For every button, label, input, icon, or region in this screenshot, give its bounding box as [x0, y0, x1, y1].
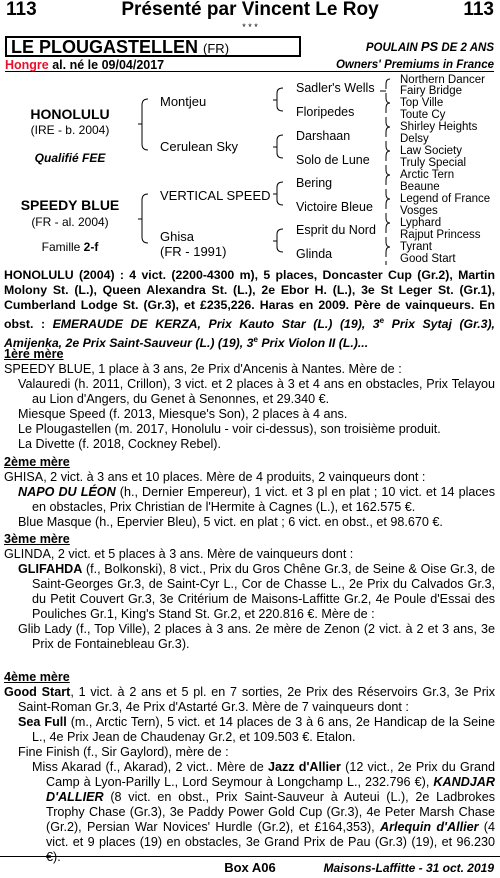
sire-name: HONOLULU	[30, 106, 110, 122]
sire-para-c: e	[379, 316, 385, 325]
first-dam-section	[4, 346, 495, 452]
third-dam-section	[4, 531, 495, 652]
fourth-dam-highlight: KANDJAR D'ALLIER	[46, 775, 495, 804]
fourth-dam-line: , 1 vict. à 2 ans et 5 pl. en 7 sorties, 2e Prix des Réservoirs Gr.3, 3e Prix Saint-Roman Gr.3, 4e Prix d'Astarté Gr.3. Mère de 7 vainqueurs dont :	[18, 685, 495, 714]
header-stars: * * *	[242, 22, 258, 32]
gen4-item: Law Society	[400, 145, 463, 157]
gen3-item: Solo de Lune	[296, 153, 370, 167]
race-info	[366, 39, 494, 56]
second-dam-section	[4, 454, 495, 530]
gen3-item: Glinda	[296, 247, 333, 261]
gen3-item: Bering	[296, 176, 333, 190]
sire-para-b: EMERAUDE DE KERZA, Prix Kauto Star (L.) (19), 3	[52, 317, 380, 332]
sire-para-e: e	[253, 335, 258, 345]
gen3-item: Darshaan	[296, 129, 351, 143]
fourth-dam-section	[4, 669, 495, 865]
fourth-dam-line: (8 vict. en obst., Prix Saint-Sauveur à Auteui (L.), 2e Ladbrokes Trophy Chase (Gr.3), 3e Paddy Power Gold Cup (Gr.3), 4e Peter Marsh Chase (Gr.2), Persian War Novices' Hurdle (Gr.2), et £164,353),	[46, 790, 495, 834]
section-heading: 2ème mère	[4, 455, 70, 469]
second-dam-highlight: NAPO DU LÉON	[18, 485, 116, 499]
gen4-item: Good Start	[400, 253, 456, 265]
section-heading: 1ère mère	[4, 347, 64, 361]
dam-name: SPEEDY BLUE	[20, 197, 120, 213]
fourth-dam-line: (m., Arctic Tern), 5 vict. et 14 places de 3 à 6 ans, 2e Handicap de la Seine L., 4e Prix Jean de Chaudenay Gr.2, et 109.503 €. Etalon.	[32, 715, 495, 744]
horse-birth: al. né le 09/04/2017	[52, 58, 165, 72]
gen4-item: Fairy Bridge	[400, 85, 462, 97]
first-dam-line: Valauredi (h. 2011, Crillon), 3 vict. et 2 places à 3 et 4 ans en obstacles, Prix Telayou au Lion d'Angers, du Genet à Senonnes, et 29.340 €.	[18, 377, 495, 406]
fourth-dam-highlight: Sea Full	[18, 715, 67, 729]
third-dam-highlight: GLIFAHDA	[18, 562, 83, 576]
gen2-item: Montjeu	[160, 94, 207, 109]
gen4-item: Northern Dancer	[400, 74, 486, 86]
sire-note: Qualifié FEE	[34, 151, 106, 165]
second-dam-line: Blue Masque (h., Epervier Bleu), 5 vict. en plat ; 6 vict. en obst., et 98.670 €.	[18, 515, 443, 529]
horse-title-row	[5, 36, 494, 58]
horse-name: LE PLOUGASTELLEN	[11, 37, 199, 57]
gen3-item: Victoire Bleue	[296, 200, 373, 214]
gen2-item: (FR - 1991)	[160, 244, 227, 259]
fourth-dam-line: (12 vict., 2e Prix du Grand Camp à Lyon-Parilly L., Lord Seymour à Longchamp L., 232.796 €),	[46, 760, 495, 789]
family-label: Famille	[41, 240, 81, 254]
presenter-title: Présenté par Vincent Le Roy	[121, 0, 379, 20]
race-suffix: DE 2 ANS	[441, 42, 494, 54]
gen2-item: Cerulean Sky	[160, 139, 239, 154]
sale-place-date: Maisons-Laffitte - 31 oct. 2019	[323, 861, 494, 875]
family-value: 2-f	[83, 240, 99, 254]
sire-para-d: Prix Sytaj (Gr.3), Amijenka, 2e Prix Saint-Sauveur (L.) (19), 3	[4, 317, 495, 351]
sire-para-f: Prix Violon II (L.)...	[257, 336, 369, 351]
third-dam-line: Glib Lady (f., Top Ville), 2 places à 3 ans. 2e mère de Zenon (2 vict. à 2 et 3 ans, 3e Prix de Fontainebleau Gr.3).	[18, 622, 495, 651]
section-heading: 3ème mère	[4, 532, 70, 546]
pedigree-chart	[0, 72, 500, 268]
second-dam-line: GHISA, 2 vict. à 3 ans et 10 places. Mère de 4 produits, 2 vainqueurs dont :	[4, 470, 426, 484]
first-dam-line: La Divette (f. 2018, Cockney Rebel).	[18, 437, 222, 451]
horse-sex: Hongre	[5, 58, 49, 72]
sire-detail: (IRE - b. 2004)	[30, 123, 110, 137]
gen4-item: Shirley Heights	[400, 121, 478, 133]
fourth-dam-highlight: Arlequin d'Allier	[379, 820, 479, 834]
gen3-item: Sadler's Wells	[296, 81, 375, 95]
horse-name-box	[5, 36, 301, 57]
gen3-item: Floripedes	[296, 105, 355, 119]
race-ps: PS	[420, 39, 439, 54]
first-dam-line: SPEEDY BLUE, 1 place à 3 ans, 2e Prix d'Ancenis à Nantes. Mère de :	[4, 362, 402, 376]
gen4-item: Tyrant	[400, 241, 432, 253]
lot-number-right: 113	[463, 0, 494, 20]
horse-subtitle-row	[5, 58, 494, 72]
gen4-item: Toute Cy	[400, 109, 446, 121]
fourth-dam-line: (4 vict. et 9 places (19) en obstacles, 3e Grand Prix de Pau (Gr.3) (19), et 96.230 €).	[46, 820, 495, 864]
gen2-item: VERTICAL SPEED	[160, 188, 271, 203]
third-dam-line: GLINDA, 2 vict. et 5 places à 3 ans. Mère de vainqueurs dont :	[4, 547, 354, 561]
gen4-item: Beaune	[400, 181, 440, 193]
first-dam-line: Le Plougastellen (m. 2017, Honolulu - voir ci-dessus), son troisième produit.	[18, 422, 441, 436]
gen4-item: Vosges	[400, 205, 438, 217]
fourth-dam-highlight: Jazz d'Allier	[267, 760, 341, 774]
owners-premiums: Owners' Premiums in France	[335, 59, 494, 71]
section-heading: 4ème mère	[4, 670, 70, 684]
fourth-dam-line: Fine Finish (f., Sir Gaylord), mère de :	[18, 745, 229, 759]
gen4-item: Legend of France	[400, 193, 491, 205]
first-dam-line: Miesque Speed (f. 2013, Miesque's Son), 2 places à 4 ans.	[18, 407, 348, 421]
sire-paragraph	[4, 268, 495, 351]
gen4-item: Rajput Princess	[400, 229, 481, 241]
gen4-item: Delsy	[400, 133, 429, 145]
page-header	[6, 2, 494, 22]
gen4-item: Top Ville	[400, 97, 444, 109]
gen4-item: Arctic Tern	[400, 169, 455, 181]
gen3-item: Esprit du Nord	[296, 223, 376, 237]
box-number: Box A06	[224, 860, 276, 875]
page-footer	[0, 856, 500, 876]
race-prefix: POULAIN	[365, 42, 418, 54]
fourth-dam-highlight: Good Start	[4, 685, 71, 699]
gen4-item: Truly Special	[400, 157, 467, 169]
dam-detail: (FR - al. 2004)	[31, 215, 109, 229]
second-dam-line: (h., Dernier Empereur), 1 vict. et 3 pl en plat ; 10 vict. et 14 places en obstacles, Prix Christian de l'Hermite à Cagnes (L.), et 162.575 €.	[32, 485, 495, 514]
fourth-dam-line: Miss Akarad (f., Akarad), 2 vict.. Mère de	[32, 760, 268, 774]
lot-number-left: 113	[6, 0, 37, 20]
gen2-item: Ghisa	[160, 229, 194, 244]
sire-para-a: HONOLULU (2004) : 4 vict. (2200-4300 m), 5 places, Doncaster Cup (Gr.2), Martin Molony St. (L.), Queen Alexandra St. (L.), 2e Ebor H. (L.), 3e St Leger St. (Gr.1), Cumberland Lodge St. (Gr.3), et £235,226. Haras en 2009. Père de vainqueurs. En obst. :	[4, 268, 495, 332]
third-dam-line: (f., Bolkonski), 8 vict., Prix du Gros Chêne Gr.3, de Seine & Oise Gr.3, de Saint-Georges Gr.3, de Saint-Cyr L., Cor de Chasse L., 2e Prix du Calvados Gr.3, du Petit Couvert Gr.3, 3e Critérium de Maisons-Laffitte Gr.2, 4e Poule d'Essai des Pouliches Gr.1, King's Stand St. Gr.2, et 220.816 €. Mère de :	[32, 562, 495, 621]
horse-country: (FR)	[203, 41, 230, 56]
dam-family	[0, 240, 140, 255]
gen4-item: Lyphard	[400, 217, 442, 229]
